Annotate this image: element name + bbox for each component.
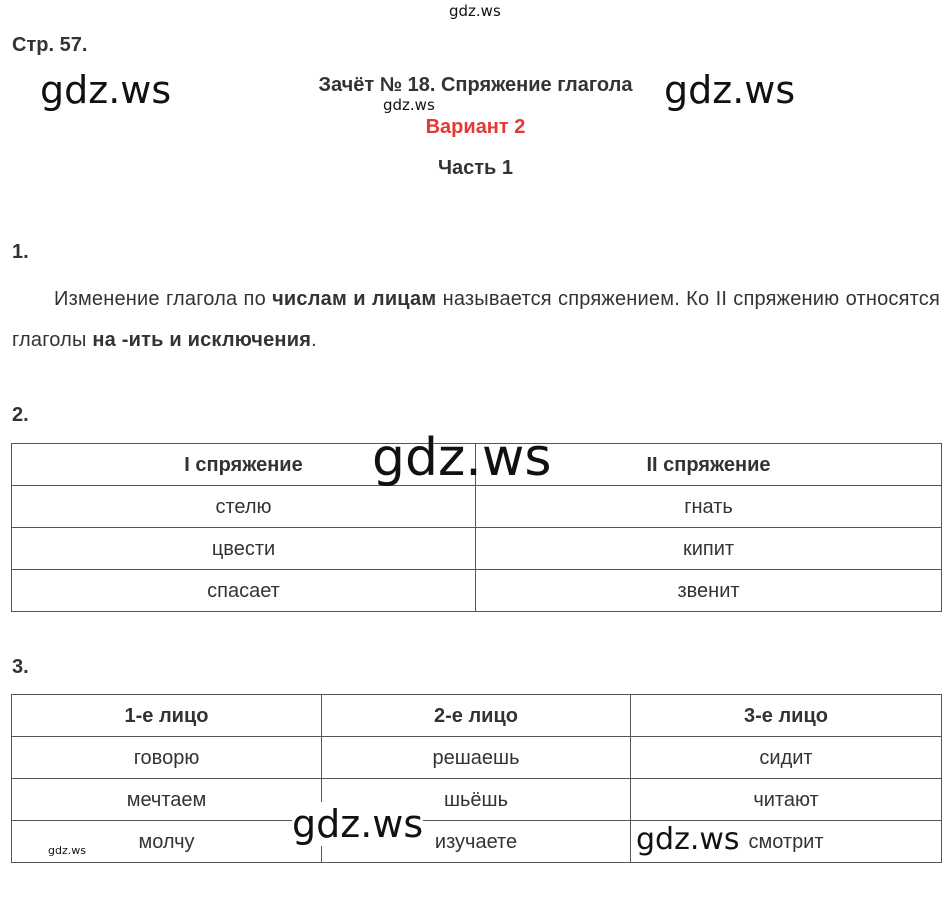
table-cell: стелю: [12, 486, 476, 528]
variant-label: Вариант 2: [425, 116, 526, 138]
table-cell: смотрит: [631, 821, 942, 863]
table-row: [12, 821, 942, 863]
watermark: gdz.ws: [383, 96, 435, 114]
column-header: 2-е лицо: [322, 695, 631, 737]
table-cell: цвести: [12, 528, 476, 570]
table-cell: мечтаем: [12, 779, 322, 821]
bold-answer: на -ить и исключения: [92, 329, 312, 351]
watermark: gdz.ws: [48, 844, 86, 857]
table-cell: говорю: [12, 737, 322, 779]
page-title: Зачёт № 18. Спряжение глагола: [318, 74, 633, 96]
task-1-number: 1.: [12, 241, 29, 263]
page-reference: Стр. 57.: [12, 34, 88, 56]
table-row: [12, 528, 942, 570]
column-header: I спряжение: [12, 444, 476, 486]
table-cell: звенит: [476, 570, 942, 612]
table-cell: читают: [631, 779, 942, 821]
column-header: 1-е лицо: [12, 695, 322, 737]
watermark: gdz.ws: [40, 68, 172, 112]
watermark: gdz.ws: [292, 802, 424, 846]
task-1-answer-text: [12, 279, 940, 361]
text-fragment: Изменение глагола по: [54, 288, 273, 310]
table-cell: шьёшь: [322, 779, 631, 821]
table-cell: решаешь: [322, 737, 631, 779]
column-header: II спряжение: [476, 444, 942, 486]
table-row: [12, 737, 942, 779]
table-row: [12, 486, 942, 528]
watermark: gdz.ws: [636, 822, 740, 857]
part-label: Часть 1: [437, 157, 514, 179]
table-header-row: [12, 695, 942, 737]
table-row: [12, 570, 942, 612]
watermark: gdz.ws: [449, 2, 501, 20]
text-fragment: .: [311, 329, 317, 351]
table-row: [12, 779, 942, 821]
column-header: 3-е лицо: [631, 695, 942, 737]
watermark: gdz.ws: [664, 68, 796, 112]
table-cell: молчу: [12, 821, 322, 863]
table-cell: сидит: [631, 737, 942, 779]
table-cell: гнать: [476, 486, 942, 528]
person-table: [11, 694, 942, 863]
bold-answer: числам и лицам: [272, 288, 437, 310]
table-cell: кипит: [476, 528, 942, 570]
table-cell: изучаете: [322, 821, 631, 863]
table-cell: спасает: [12, 570, 476, 612]
text-fragment: называется спряжением. Ко II спряжению относятся глаголы: [12, 288, 940, 351]
task-2-number: 2.: [12, 404, 29, 426]
task-3-number: 3.: [12, 656, 29, 678]
watermark: gdz.ws: [372, 428, 552, 488]
